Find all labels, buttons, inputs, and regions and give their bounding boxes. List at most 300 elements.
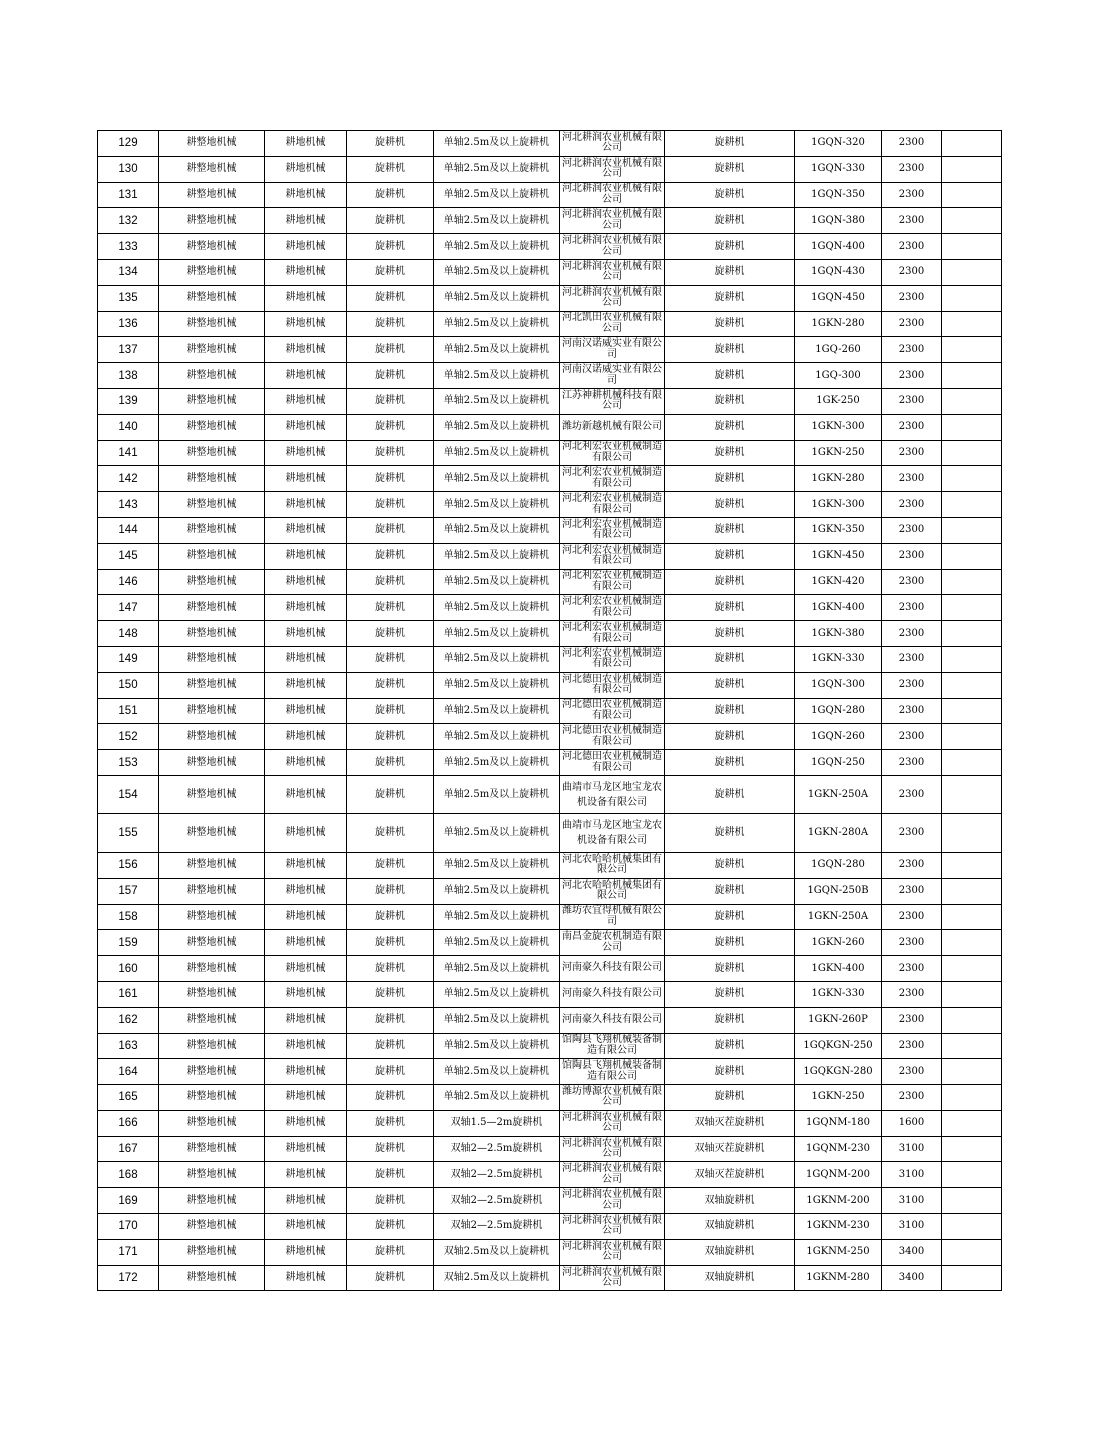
product-name-cell: 双轴旋耕机 <box>665 1188 795 1214</box>
subsidy-amount-cell: 2300 <box>882 337 942 363</box>
company-cell: 河北耕润农业机械有限公司 <box>560 1214 665 1240</box>
subcategory-cell: 耕地机械 <box>265 569 347 595</box>
subsidy-amount-cell: 2300 <box>882 775 942 814</box>
category-cell: 耕整地机械 <box>159 543 265 569</box>
model-cell: 1GQN-280 <box>795 852 882 878</box>
grade-cell: 单轴2.5m及以上旋耕机 <box>434 466 560 492</box>
category-cell: 耕整地机械 <box>159 904 265 930</box>
subsidy-amount-cell: 3100 <box>882 1214 942 1240</box>
product-name-cell: 旋耕机 <box>665 492 795 518</box>
grade-cell: 单轴2.5m及以上旋耕机 <box>434 930 560 956</box>
product-name-cell: 旋耕机 <box>665 234 795 260</box>
subsidy-amount-cell: 2300 <box>882 156 942 182</box>
model-cell: 1GKN-260 <box>795 930 882 956</box>
row-number-cell: 132 <box>98 208 159 234</box>
product-name-cell: 旋耕机 <box>665 337 795 363</box>
table-row <box>98 1188 1002 1214</box>
model-cell: 1GQN-350 <box>795 182 882 208</box>
item-cell: 旋耕机 <box>347 414 434 440</box>
category-cell: 耕整地机械 <box>159 1162 265 1188</box>
table-row <box>98 852 1002 878</box>
grade-cell: 单轴2.5m及以上旋耕机 <box>434 182 560 208</box>
row-number-cell: 133 <box>98 234 159 260</box>
note-cell <box>942 285 1002 311</box>
subcategory-cell: 耕地机械 <box>265 388 347 414</box>
company-cell: 河北耕润农业机械有限公司 <box>560 1188 665 1214</box>
grade-cell: 单轴2.5m及以上旋耕机 <box>434 492 560 518</box>
category-cell: 耕整地机械 <box>159 1033 265 1059</box>
subsidy-amount-cell: 2300 <box>882 569 942 595</box>
row-number-cell: 144 <box>98 517 159 543</box>
subcategory-cell: 耕地机械 <box>265 517 347 543</box>
model-cell: 1GKN-250 <box>795 440 882 466</box>
model-cell: 1GK-250 <box>795 388 882 414</box>
subcategory-cell: 耕地机械 <box>265 852 347 878</box>
company-cell: 河北利宏农业机械制造有限公司 <box>560 492 665 518</box>
grade-cell: 单轴2.5m及以上旋耕机 <box>434 311 560 337</box>
product-name-cell: 旋耕机 <box>665 621 795 647</box>
note-cell <box>942 1162 1002 1188</box>
note-cell <box>942 904 1002 930</box>
subcategory-cell: 耕地机械 <box>265 156 347 182</box>
item-cell: 旋耕机 <box>347 1033 434 1059</box>
subsidy-amount-cell: 2300 <box>882 750 942 776</box>
subsidy-amount-cell: 2300 <box>882 388 942 414</box>
grade-cell: 单轴2.5m及以上旋耕机 <box>434 981 560 1007</box>
table-row <box>98 337 1002 363</box>
item-cell: 旋耕机 <box>347 698 434 724</box>
subcategory-cell: 耕地机械 <box>265 208 347 234</box>
grade-cell: 单轴2.5m及以上旋耕机 <box>434 672 560 698</box>
category-cell: 耕整地机械 <box>159 1239 265 1265</box>
subcategory-cell: 耕地机械 <box>265 814 347 853</box>
row-number-cell: 156 <box>98 852 159 878</box>
item-cell: 旋耕机 <box>347 981 434 1007</box>
subcategory-cell: 耕地机械 <box>265 466 347 492</box>
note-cell <box>942 182 1002 208</box>
grade-cell: 单轴2.5m及以上旋耕机 <box>434 595 560 621</box>
subcategory-cell: 耕地机械 <box>265 621 347 647</box>
item-cell: 旋耕机 <box>347 1007 434 1033</box>
product-name-cell: 旋耕机 <box>665 904 795 930</box>
company-cell: 河南豪久科技有限公司 <box>560 956 665 982</box>
row-number-cell: 169 <box>98 1188 159 1214</box>
product-name-cell: 旋耕机 <box>665 981 795 1007</box>
note-cell <box>942 234 1002 260</box>
subsidy-amount-cell: 2300 <box>882 878 942 904</box>
grade-cell: 单轴2.5m及以上旋耕机 <box>434 1033 560 1059</box>
category-cell: 耕整地机械 <box>159 337 265 363</box>
category-cell: 耕整地机械 <box>159 517 265 543</box>
grade-cell: 单轴2.5m及以上旋耕机 <box>434 414 560 440</box>
company-cell: 河北德田农业机械制造有限公司 <box>560 724 665 750</box>
category-cell: 耕整地机械 <box>159 930 265 956</box>
subcategory-cell: 耕地机械 <box>265 1239 347 1265</box>
category-cell: 耕整地机械 <box>159 208 265 234</box>
product-name-cell: 旋耕机 <box>665 595 795 621</box>
product-name-cell: 旋耕机 <box>665 956 795 982</box>
grade-cell: 单轴2.5m及以上旋耕机 <box>434 646 560 672</box>
product-name-cell: 旋耕机 <box>665 852 795 878</box>
note-cell <box>942 878 1002 904</box>
category-cell: 耕整地机械 <box>159 672 265 698</box>
product-name-cell: 旋耕机 <box>665 930 795 956</box>
product-name-cell: 旋耕机 <box>665 775 795 814</box>
subcategory-cell: 耕地机械 <box>265 1265 347 1291</box>
item-cell: 旋耕机 <box>347 930 434 956</box>
company-cell: 河北耕润农业机械有限公司 <box>560 182 665 208</box>
subcategory-cell: 耕地机械 <box>265 234 347 260</box>
company-cell: 河北耕润农业机械有限公司 <box>560 234 665 260</box>
note-cell <box>942 852 1002 878</box>
table-row <box>98 904 1002 930</box>
note-cell <box>942 698 1002 724</box>
subcategory-cell: 耕地机械 <box>265 904 347 930</box>
row-number-cell: 171 <box>98 1239 159 1265</box>
grade-cell: 双轴1.5—2m旋耕机 <box>434 1110 560 1136</box>
subcategory-cell: 耕地机械 <box>265 981 347 1007</box>
subcategory-cell: 耕地机械 <box>265 337 347 363</box>
grade-cell: 单轴2.5m及以上旋耕机 <box>434 724 560 750</box>
item-cell: 旋耕机 <box>347 492 434 518</box>
subsidy-amount-cell: 2300 <box>882 208 942 234</box>
subsidy-amount-cell: 2300 <box>882 182 942 208</box>
category-cell: 耕整地机械 <box>159 595 265 621</box>
item-cell: 旋耕机 <box>347 182 434 208</box>
company-cell: 河南豪久科技有限公司 <box>560 1007 665 1033</box>
model-cell: 1GKN-420 <box>795 569 882 595</box>
product-name-cell: 双轴灭茬旋耕机 <box>665 1162 795 1188</box>
grade-cell: 双轴2.5m及以上旋耕机 <box>434 1265 560 1291</box>
category-cell: 耕整地机械 <box>159 621 265 647</box>
grade-cell: 单轴2.5m及以上旋耕机 <box>434 259 560 285</box>
subsidy-amount-cell: 2300 <box>882 724 942 750</box>
row-number-cell: 170 <box>98 1214 159 1240</box>
note-cell <box>942 1239 1002 1265</box>
note-cell <box>942 1214 1002 1240</box>
table-row <box>98 724 1002 750</box>
note-cell <box>942 1188 1002 1214</box>
product-name-cell: 旋耕机 <box>665 750 795 776</box>
model-cell: 1GQN-250 <box>795 750 882 776</box>
subsidy-amount-cell: 2300 <box>882 904 942 930</box>
note-cell <box>942 569 1002 595</box>
item-cell: 旋耕机 <box>347 388 434 414</box>
subcategory-cell: 耕地机械 <box>265 956 347 982</box>
item-cell: 旋耕机 <box>347 1188 434 1214</box>
item-cell: 旋耕机 <box>347 1265 434 1291</box>
grade-cell: 双轴2—2.5m旋耕机 <box>434 1214 560 1240</box>
item-cell: 旋耕机 <box>347 1162 434 1188</box>
model-cell: 1GKN-350 <box>795 517 882 543</box>
company-cell: 馆陶县飞翔机械装备制造有限公司 <box>560 1033 665 1059</box>
grade-cell: 单轴2.5m及以上旋耕机 <box>434 621 560 647</box>
category-cell: 耕整地机械 <box>159 646 265 672</box>
table-row <box>98 698 1002 724</box>
table-row <box>98 492 1002 518</box>
product-name-cell: 旋耕机 <box>665 388 795 414</box>
grade-cell: 单轴2.5m及以上旋耕机 <box>434 1007 560 1033</box>
product-name-cell: 旋耕机 <box>665 208 795 234</box>
subcategory-cell: 耕地机械 <box>265 724 347 750</box>
note-cell <box>942 414 1002 440</box>
model-cell: 1GQKGN-280 <box>795 1059 882 1085</box>
subsidy-amount-cell: 3400 <box>882 1239 942 1265</box>
grade-cell: 单轴2.5m及以上旋耕机 <box>434 569 560 595</box>
product-name-cell: 旋耕机 <box>665 1059 795 1085</box>
company-cell: 河北利宏农业机械制造有限公司 <box>560 440 665 466</box>
subcategory-cell: 耕地机械 <box>265 1214 347 1240</box>
item-cell: 旋耕机 <box>347 775 434 814</box>
product-name-cell: 旋耕机 <box>665 311 795 337</box>
product-name-cell: 旋耕机 <box>665 698 795 724</box>
row-number-cell: 143 <box>98 492 159 518</box>
grade-cell: 单轴2.5m及以上旋耕机 <box>434 131 560 157</box>
table-row <box>98 517 1002 543</box>
note-cell <box>942 466 1002 492</box>
model-cell: 1GKN-330 <box>795 646 882 672</box>
row-number-cell: 166 <box>98 1110 159 1136</box>
model-cell: 1GQN-320 <box>795 131 882 157</box>
note-cell <box>942 1265 1002 1291</box>
model-cell: 1GKN-250A <box>795 904 882 930</box>
item-cell: 旋耕机 <box>347 595 434 621</box>
note-cell <box>942 724 1002 750</box>
table-row <box>98 234 1002 260</box>
model-cell: 1GKNM-230 <box>795 1214 882 1240</box>
company-cell: 曲靖市马龙区地宝龙农机设备有限公司 <box>560 814 665 853</box>
note-cell <box>942 1110 1002 1136</box>
row-number-cell: 150 <box>98 672 159 698</box>
grade-cell: 单轴2.5m及以上旋耕机 <box>434 750 560 776</box>
company-cell: 河北利宏农业机械制造有限公司 <box>560 517 665 543</box>
item-cell: 旋耕机 <box>347 852 434 878</box>
category-cell: 耕整地机械 <box>159 1265 265 1291</box>
subsidy-amount-cell: 2300 <box>882 414 942 440</box>
item-cell: 旋耕机 <box>347 569 434 595</box>
item-cell: 旋耕机 <box>347 878 434 904</box>
subcategory-cell: 耕地机械 <box>265 646 347 672</box>
model-cell: 1GKN-400 <box>795 956 882 982</box>
note-cell <box>942 517 1002 543</box>
note-cell <box>942 543 1002 569</box>
company-cell: 河南汉诺威实业有限公司 <box>560 337 665 363</box>
table-row <box>98 131 1002 157</box>
item-cell: 旋耕机 <box>347 363 434 389</box>
row-number-cell: 159 <box>98 930 159 956</box>
company-cell: 馆陶县飞翔机械装备制造有限公司 <box>560 1059 665 1085</box>
subsidy-amount-cell: 2300 <box>882 234 942 260</box>
product-name-cell: 旋耕机 <box>665 466 795 492</box>
subcategory-cell: 耕地机械 <box>265 492 347 518</box>
item-cell: 旋耕机 <box>347 1059 434 1085</box>
table-row <box>98 930 1002 956</box>
row-number-cell: 148 <box>98 621 159 647</box>
item-cell: 旋耕机 <box>347 208 434 234</box>
table-row <box>98 1059 1002 1085</box>
model-cell: 1GQN-250B <box>795 878 882 904</box>
company-cell: 河北凯田农业机械有限公司 <box>560 311 665 337</box>
company-cell: 河北耕润农业机械有限公司 <box>560 1265 665 1291</box>
company-cell: 河北耕润农业机械有限公司 <box>560 285 665 311</box>
item-cell: 旋耕机 <box>347 750 434 776</box>
category-cell: 耕整地机械 <box>159 414 265 440</box>
subcategory-cell: 耕地机械 <box>265 363 347 389</box>
category-cell: 耕整地机械 <box>159 1214 265 1240</box>
table-row <box>98 1214 1002 1240</box>
item-cell: 旋耕机 <box>347 904 434 930</box>
subsidy-amount-cell: 2300 <box>882 595 942 621</box>
product-name-cell: 旋耕机 <box>665 672 795 698</box>
row-number-cell: 138 <box>98 363 159 389</box>
subsidy-table <box>97 130 1002 1291</box>
row-number-cell: 136 <box>98 311 159 337</box>
product-name-cell: 双轴灭茬旋耕机 <box>665 1110 795 1136</box>
grade-cell: 单轴2.5m及以上旋耕机 <box>434 208 560 234</box>
product-name-cell: 旋耕机 <box>665 285 795 311</box>
product-name-cell: 双轴旋耕机 <box>665 1214 795 1240</box>
row-number-cell: 161 <box>98 981 159 1007</box>
subsidy-amount-cell: 2300 <box>882 1059 942 1085</box>
subcategory-cell: 耕地机械 <box>265 878 347 904</box>
product-name-cell: 旋耕机 <box>665 131 795 157</box>
note-cell <box>942 956 1002 982</box>
model-cell: 1GQN-260 <box>795 724 882 750</box>
note-cell <box>942 1085 1002 1111</box>
product-name-cell: 旋耕机 <box>665 878 795 904</box>
subsidy-amount-cell: 2300 <box>882 852 942 878</box>
row-number-cell: 142 <box>98 466 159 492</box>
category-cell: 耕整地机械 <box>159 1110 265 1136</box>
category-cell: 耕整地机械 <box>159 981 265 1007</box>
row-number-cell: 163 <box>98 1033 159 1059</box>
subsidy-amount-cell: 2300 <box>882 621 942 647</box>
note-cell <box>942 259 1002 285</box>
company-cell: 河北耕润农业机械有限公司 <box>560 1162 665 1188</box>
table-row <box>98 285 1002 311</box>
item-cell: 旋耕机 <box>347 1239 434 1265</box>
note-cell <box>942 492 1002 518</box>
row-number-cell: 135 <box>98 285 159 311</box>
note-cell <box>942 337 1002 363</box>
category-cell: 耕整地机械 <box>159 1188 265 1214</box>
subcategory-cell: 耕地机械 <box>265 182 347 208</box>
product-name-cell: 旋耕机 <box>665 569 795 595</box>
table-row <box>98 1136 1002 1162</box>
item-cell: 旋耕机 <box>347 724 434 750</box>
item-cell: 旋耕机 <box>347 131 434 157</box>
company-cell: 河北耕润农业机械有限公司 <box>560 208 665 234</box>
company-cell: 河北耕润农业机械有限公司 <box>560 1110 665 1136</box>
grade-cell: 单轴2.5m及以上旋耕机 <box>434 543 560 569</box>
category-cell: 耕整地机械 <box>159 259 265 285</box>
grade-cell: 双轴2—2.5m旋耕机 <box>434 1162 560 1188</box>
product-name-cell: 旋耕机 <box>665 646 795 672</box>
product-name-cell: 旋耕机 <box>665 440 795 466</box>
grade-cell: 单轴2.5m及以上旋耕机 <box>434 388 560 414</box>
row-number-cell: 146 <box>98 569 159 595</box>
company-cell: 河北利宏农业机械制造有限公司 <box>560 646 665 672</box>
item-cell: 旋耕机 <box>347 1085 434 1111</box>
company-cell: 河北利宏农业机械制造有限公司 <box>560 543 665 569</box>
model-cell: 1GQN-280 <box>795 698 882 724</box>
table-row <box>98 543 1002 569</box>
company-cell: 河北耕润农业机械有限公司 <box>560 1136 665 1162</box>
row-number-cell: 151 <box>98 698 159 724</box>
table-row <box>98 363 1002 389</box>
note-cell <box>942 156 1002 182</box>
note-cell <box>942 672 1002 698</box>
subsidy-amount-cell: 2300 <box>882 311 942 337</box>
table-row <box>98 156 1002 182</box>
row-number-cell: 139 <box>98 388 159 414</box>
note-cell <box>942 981 1002 1007</box>
item-cell: 旋耕机 <box>347 814 434 853</box>
grade-cell: 单轴2.5m及以上旋耕机 <box>434 1085 560 1111</box>
subcategory-cell: 耕地机械 <box>265 1162 347 1188</box>
company-cell: 河北利宏农业机械制造有限公司 <box>560 621 665 647</box>
subsidy-amount-cell: 3100 <box>882 1136 942 1162</box>
note-cell <box>942 363 1002 389</box>
category-cell: 耕整地机械 <box>159 234 265 260</box>
table-row <box>98 814 1002 853</box>
item-cell: 旋耕机 <box>347 956 434 982</box>
subcategory-cell: 耕地机械 <box>265 543 347 569</box>
row-number-cell: 140 <box>98 414 159 440</box>
subsidy-amount-cell: 2300 <box>882 646 942 672</box>
table-row <box>98 981 1002 1007</box>
category-cell: 耕整地机械 <box>159 775 265 814</box>
category-cell: 耕整地机械 <box>159 388 265 414</box>
subsidy-amount-cell: 2300 <box>882 492 942 518</box>
model-cell: 1GQNM-230 <box>795 1136 882 1162</box>
subsidy-amount-cell: 2300 <box>882 466 942 492</box>
subsidy-amount-cell: 2300 <box>882 363 942 389</box>
company-cell: 潍坊博源农业机械有限公司 <box>560 1085 665 1111</box>
category-cell: 耕整地机械 <box>159 852 265 878</box>
row-number-cell: 153 <box>98 750 159 776</box>
model-cell: 1GKNM-250 <box>795 1239 882 1265</box>
subsidy-amount-cell: 2300 <box>882 259 942 285</box>
grade-cell: 单轴2.5m及以上旋耕机 <box>434 698 560 724</box>
subcategory-cell: 耕地机械 <box>265 698 347 724</box>
category-cell: 耕整地机械 <box>159 156 265 182</box>
subsidy-amount-cell: 2300 <box>882 517 942 543</box>
subcategory-cell: 耕地机械 <box>265 1085 347 1111</box>
model-cell: 1GKN-280A <box>795 814 882 853</box>
company-cell: 河北德田农业机械制造有限公司 <box>560 750 665 776</box>
subsidy-amount-cell: 2300 <box>882 698 942 724</box>
table-row <box>98 1033 1002 1059</box>
subcategory-cell: 耕地机械 <box>265 930 347 956</box>
subcategory-cell: 耕地机械 <box>265 1188 347 1214</box>
subsidy-amount-cell: 3400 <box>882 1265 942 1291</box>
table-row <box>98 672 1002 698</box>
table-row <box>98 466 1002 492</box>
table-row <box>98 595 1002 621</box>
row-number-cell: 147 <box>98 595 159 621</box>
table-row <box>98 208 1002 234</box>
product-name-cell: 双轴灭茬旋耕机 <box>665 1136 795 1162</box>
company-cell: 潍坊农宜得机械有限公司 <box>560 904 665 930</box>
product-name-cell: 旋耕机 <box>665 814 795 853</box>
table-row <box>98 1110 1002 1136</box>
row-number-cell: 137 <box>98 337 159 363</box>
subsidy-amount-cell: 2300 <box>882 543 942 569</box>
table-row <box>98 1239 1002 1265</box>
row-number-cell: 160 <box>98 956 159 982</box>
model-cell: 1GQNM-180 <box>795 1110 882 1136</box>
